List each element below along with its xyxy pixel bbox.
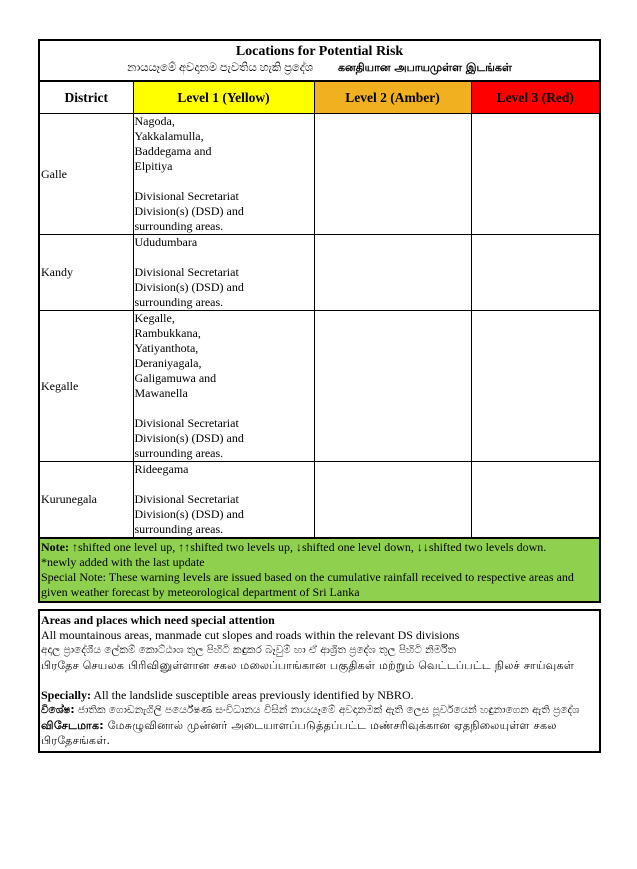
level1-dsd: Divisional Secretariat Division(s) (DSD) and surrounding areas. [134, 189, 244, 233]
attention-tamil: பிரதேச செயலக பிரிவினுள்ளான சகல மலைப்பாங்கான பகுதிகள் மற்றும் வெட்டப்பட்ட நிலச் சாய்வுகள் [41, 659, 575, 672]
table-row [39, 235, 600, 311]
level1-places: Rideegama [134, 462, 189, 476]
district-cell: Kegalle [39, 311, 133, 462]
specially-text: All the landslide susceptible areas previously identified by NBRO. [91, 688, 414, 702]
specially-label: Specially: [41, 688, 91, 702]
specially-tamil [41, 718, 598, 748]
header-level1: Level 1 (Yellow) [133, 81, 314, 114]
special-note: Special Note: These warning levels are issued based on the cumulative rainfall received to respective areas and given weather forecast by meteorological department of Sri Lanka [41, 570, 574, 599]
level1-cell [133, 462, 314, 539]
risk-table [38, 39, 601, 603]
note-legend [41, 540, 598, 555]
note-new-marker: *newly added with the last update [41, 555, 205, 569]
header-level3: Level 3 (Red) [471, 81, 600, 114]
risk-document [38, 39, 599, 603]
level2-cell [314, 235, 471, 311]
district-cell: Kandy [39, 235, 133, 311]
level3-cell [471, 311, 600, 462]
level1-dsd: Divisional Secretariat Division(s) (DSD) and surrounding areas. [134, 416, 244, 460]
attention-heading: Areas and places which need special attention [41, 613, 275, 627]
note-cell [39, 538, 600, 602]
attention-sinhala: අදාල ප්‍රාදේශීය ලේකම් කොට්ඨාශ තුල පිහිටි කඳුකර බෑවුම් හා ඒ ආශ්‍රිත ප්‍රදේශ තුල පිහිටි නිර්මිත [41, 644, 457, 656]
level1-places: Ududumbara [134, 235, 198, 249]
level1-places: Nagoda, Yakkalamulla, Baddegama and Elpitiya [134, 114, 212, 173]
note-row [39, 538, 600, 602]
level2-cell [314, 462, 471, 539]
district-cell: Galle [39, 114, 133, 235]
document-subtitle [40, 60, 599, 76]
subtitle-tamil: கனதியான அபாயமுள்ள இடங்கள் [337, 61, 512, 74]
district-cell: Kurunegala [39, 462, 133, 539]
level1-places: Kegalle, Rambukkana, Yatiyanthota, Deraniyagala, Galigamuwa and Mawanella [134, 311, 217, 400]
level1-cell [133, 235, 314, 311]
specially-tamil-text: மேசுழுவினால் முன்னர் அடையாளப்படுத்தப்பட்ட மண்சரிவுக்கான ஏதநிலையுள்ள சகல பிரதேசங்கள். [41, 719, 557, 747]
note-legend-text: ↑shifted one level up, ↑↑shifted two levels up, ↓shifted one level down, ↓↓shifted two levels down. [68, 540, 547, 554]
title-cell [39, 40, 600, 81]
note-label: Note: [41, 540, 69, 554]
table-row [39, 462, 600, 539]
table-row [39, 311, 600, 462]
subtitle-sinhala: නායයෑමේ අවදානම පැවතිය හැකි ප්‍රදේශ [127, 62, 314, 74]
title-row [39, 40, 600, 81]
specially-english [41, 688, 598, 703]
table-row [39, 114, 600, 235]
specially-tamil-label: விசேடமாக: [41, 719, 105, 732]
level2-cell [314, 311, 471, 462]
special-attention-box [38, 609, 601, 753]
level3-cell [471, 114, 600, 235]
header-level2: Level 2 (Amber) [314, 81, 471, 114]
level3-cell [471, 235, 600, 311]
level1-cell [133, 311, 314, 462]
header-district: District [39, 81, 133, 114]
level3-cell [471, 462, 600, 539]
level2-cell [314, 114, 471, 235]
specially-sinhala-label: විශේෂ: [41, 704, 75, 716]
attention-english: All mountainous areas, manmade cut slopes and roads within the relevant DS divisions [41, 628, 460, 642]
document-title: Locations for Potential Risk [235, 44, 404, 59]
specially-sinhala [41, 703, 598, 718]
level1-dsd: Divisional Secretariat Division(s) (DSD) and surrounding areas. [134, 265, 244, 309]
level1-dsd: Divisional Secretariat Division(s) (DSD) and surrounding areas. [134, 492, 244, 536]
specially-sinhala-text: ජාතික ගොඩනැගිලි පර්යේෂණ සංවිධානය විසින් නායයෑමේ අවදානමක් ඇති ලෙස පූර්වයෙන් හඳුනාගෙන ඇති ප්‍රදේශ [74, 704, 580, 716]
level1-cell [133, 114, 314, 235]
header-row [39, 81, 600, 114]
